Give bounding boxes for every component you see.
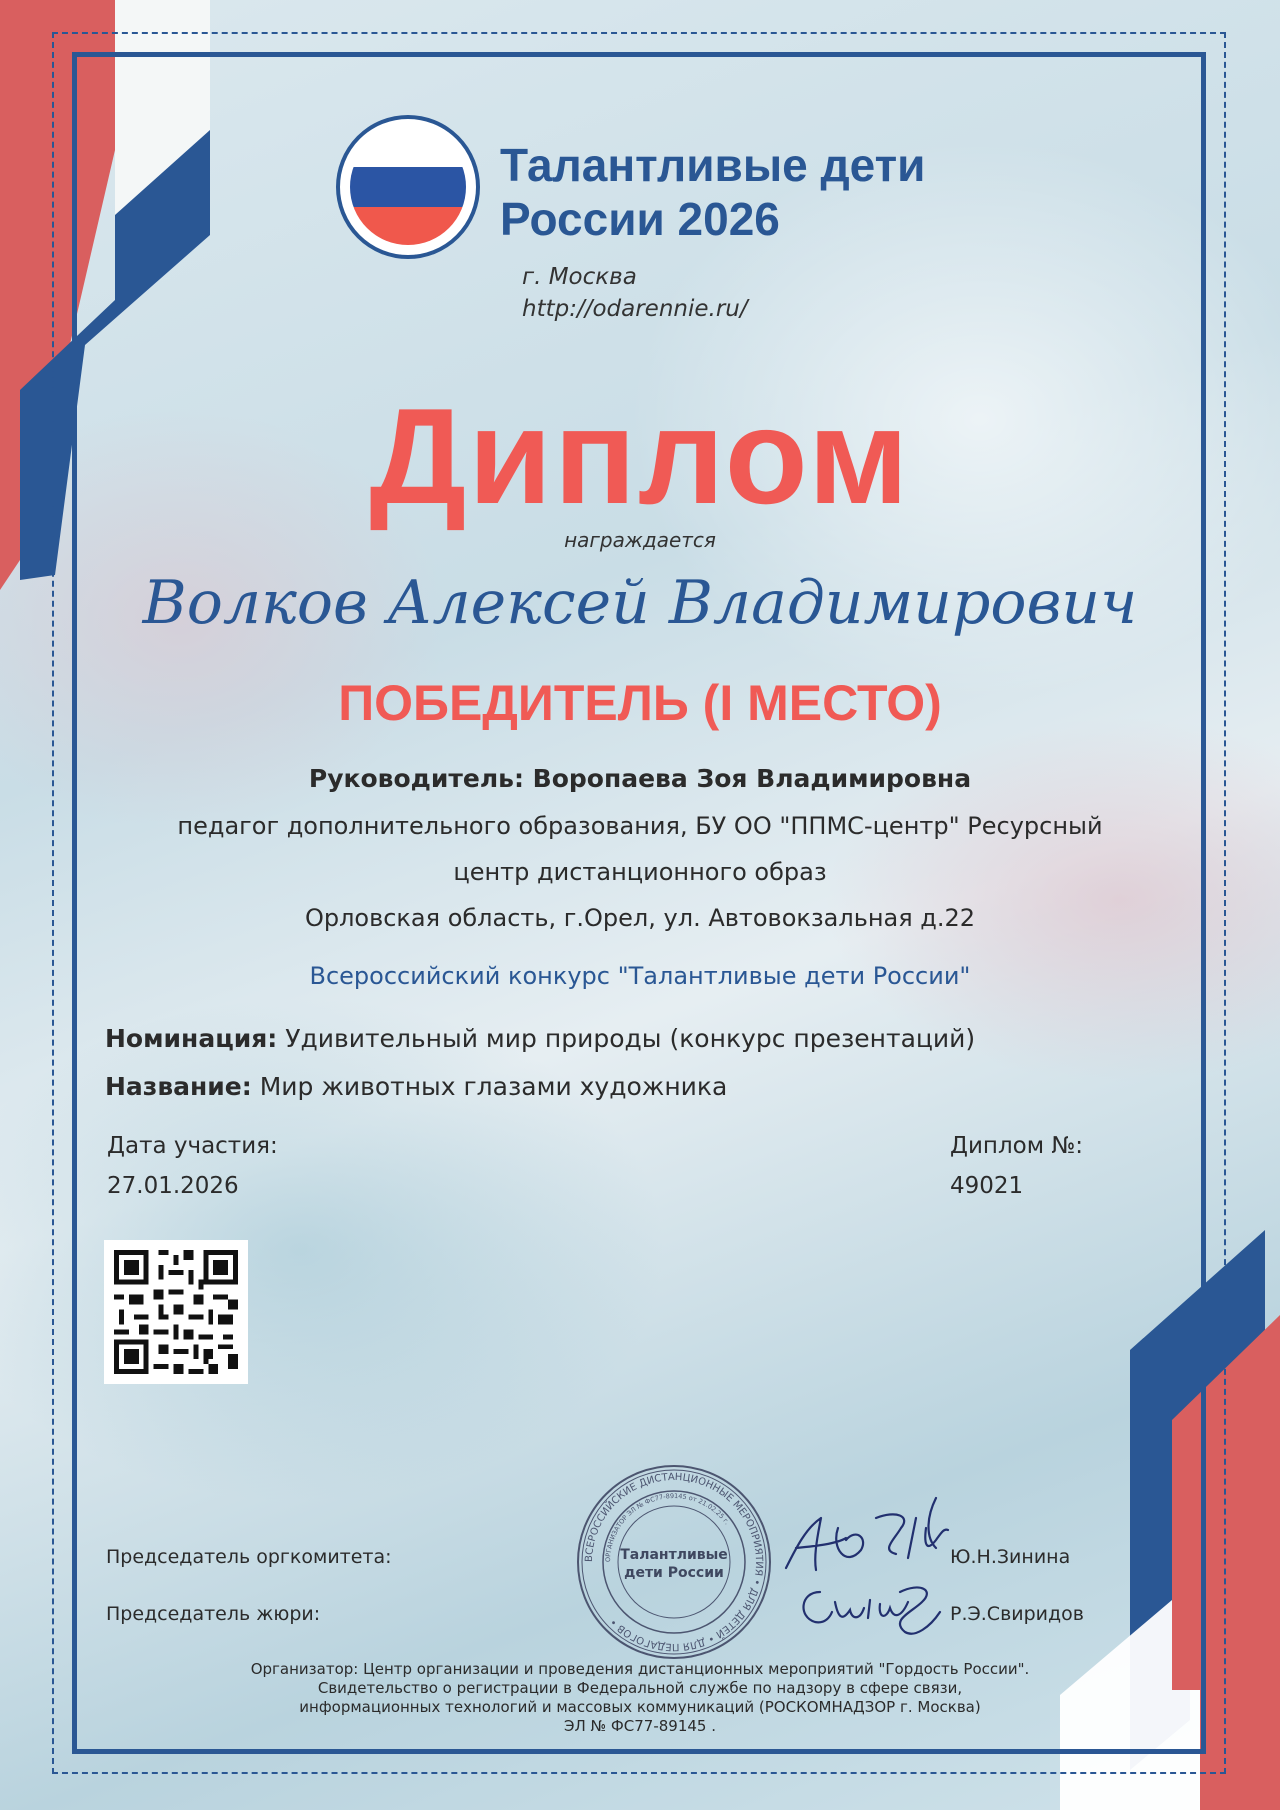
organization-line-1: педагог дополнительного образования, БУ ОО "ППМС-центр" Ресурсный xyxy=(177,812,1103,840)
city: г. Москва xyxy=(522,264,637,290)
signature-sviridov-icon xyxy=(790,1572,950,1652)
footer-line-1: Организатор: Центр организации и проведения дистанционных мероприятий "Гордость России". xyxy=(250,1660,1030,1678)
logo-title xyxy=(500,138,1020,246)
chair-organizing-committee-label: Председатель оргкомитета: xyxy=(106,1546,392,1568)
organization-line-2: центр дистанционного образ xyxy=(453,858,827,886)
footer-line-2: Свидетельство о регистрации в Федеральной службе по надзору в сфере связи, xyxy=(317,1679,963,1697)
supervisor: Руководитель: Воропаева Зоя Владимировна xyxy=(308,764,972,793)
footer-organizer-info xyxy=(0,1660,1280,1736)
awarded-label: награждается xyxy=(564,528,716,552)
address: Орловская область, г.Орел, ул. Автовокзальная д.22 xyxy=(304,904,976,932)
russia-flag-logo-icon xyxy=(336,115,480,259)
recipient-name: Волков Алексей Владимирович xyxy=(142,568,1138,638)
nomination-label: Номинация: xyxy=(105,1024,278,1053)
logo-title-line1: Талантливые дети xyxy=(500,139,926,191)
stamp-icon xyxy=(574,1462,774,1662)
diploma-number-label: Диплом №: xyxy=(950,1133,1084,1159)
date-label: Дата участия: xyxy=(107,1133,278,1159)
nomination-value: Удивительный мир природы (конкурс презентаций) xyxy=(285,1024,976,1053)
nomination-row xyxy=(105,1024,975,1053)
qr-code-icon[interactable] xyxy=(104,1240,248,1384)
diploma-title: Диплом xyxy=(369,380,911,532)
chair-organizing-committee-name: Ю.Н.Зинина xyxy=(950,1546,1071,1568)
footer-line-3: информационных технологий и массовых коммуникаций (РОСКОМНАДЗОР г. Москва) xyxy=(299,1698,981,1716)
contest-name: Всероссийский конкурс "Талантливые дети России" xyxy=(309,962,971,990)
stamp-center-line1: Талантливые xyxy=(620,1547,728,1563)
stamp-inner-ring-text: ОРГАНИЗАТОР ЭЛ № ФС77-89145 от 21.02.25 г. xyxy=(603,1491,732,1563)
website-link[interactable]: http://odarennie.ru/ xyxy=(522,296,748,322)
chair-jury-label: Председатель жюри: xyxy=(106,1603,321,1625)
diploma-number-value: 49021 xyxy=(950,1173,1024,1199)
work-title-label: Название: xyxy=(105,1072,252,1101)
stamp-center-line2: дети России xyxy=(624,1565,724,1581)
work-title-value: Мир животных глазами художника xyxy=(259,1072,728,1101)
logo-title-line2: России 2026 xyxy=(500,193,780,245)
place-title: ПОБЕДИТЕЛЬ (I МЕСТО) xyxy=(338,675,942,731)
chair-jury-name: Р.Э.Свиридов xyxy=(950,1603,1084,1625)
footer-line-4: ЭЛ № ФС77-89145 . xyxy=(563,1717,717,1735)
work-title-row xyxy=(105,1072,727,1101)
stamp-ring-text: ВСЕРОССИЙСКИЕ ДИСТАНЦИОННЫЕ МЕРОПРИЯТИЯ • ДЛЯ ДЕТЕЙ • ДЛЯ ПЕДАГОГОВ • xyxy=(583,1471,765,1653)
date-value: 27.01.2026 xyxy=(107,1173,239,1199)
